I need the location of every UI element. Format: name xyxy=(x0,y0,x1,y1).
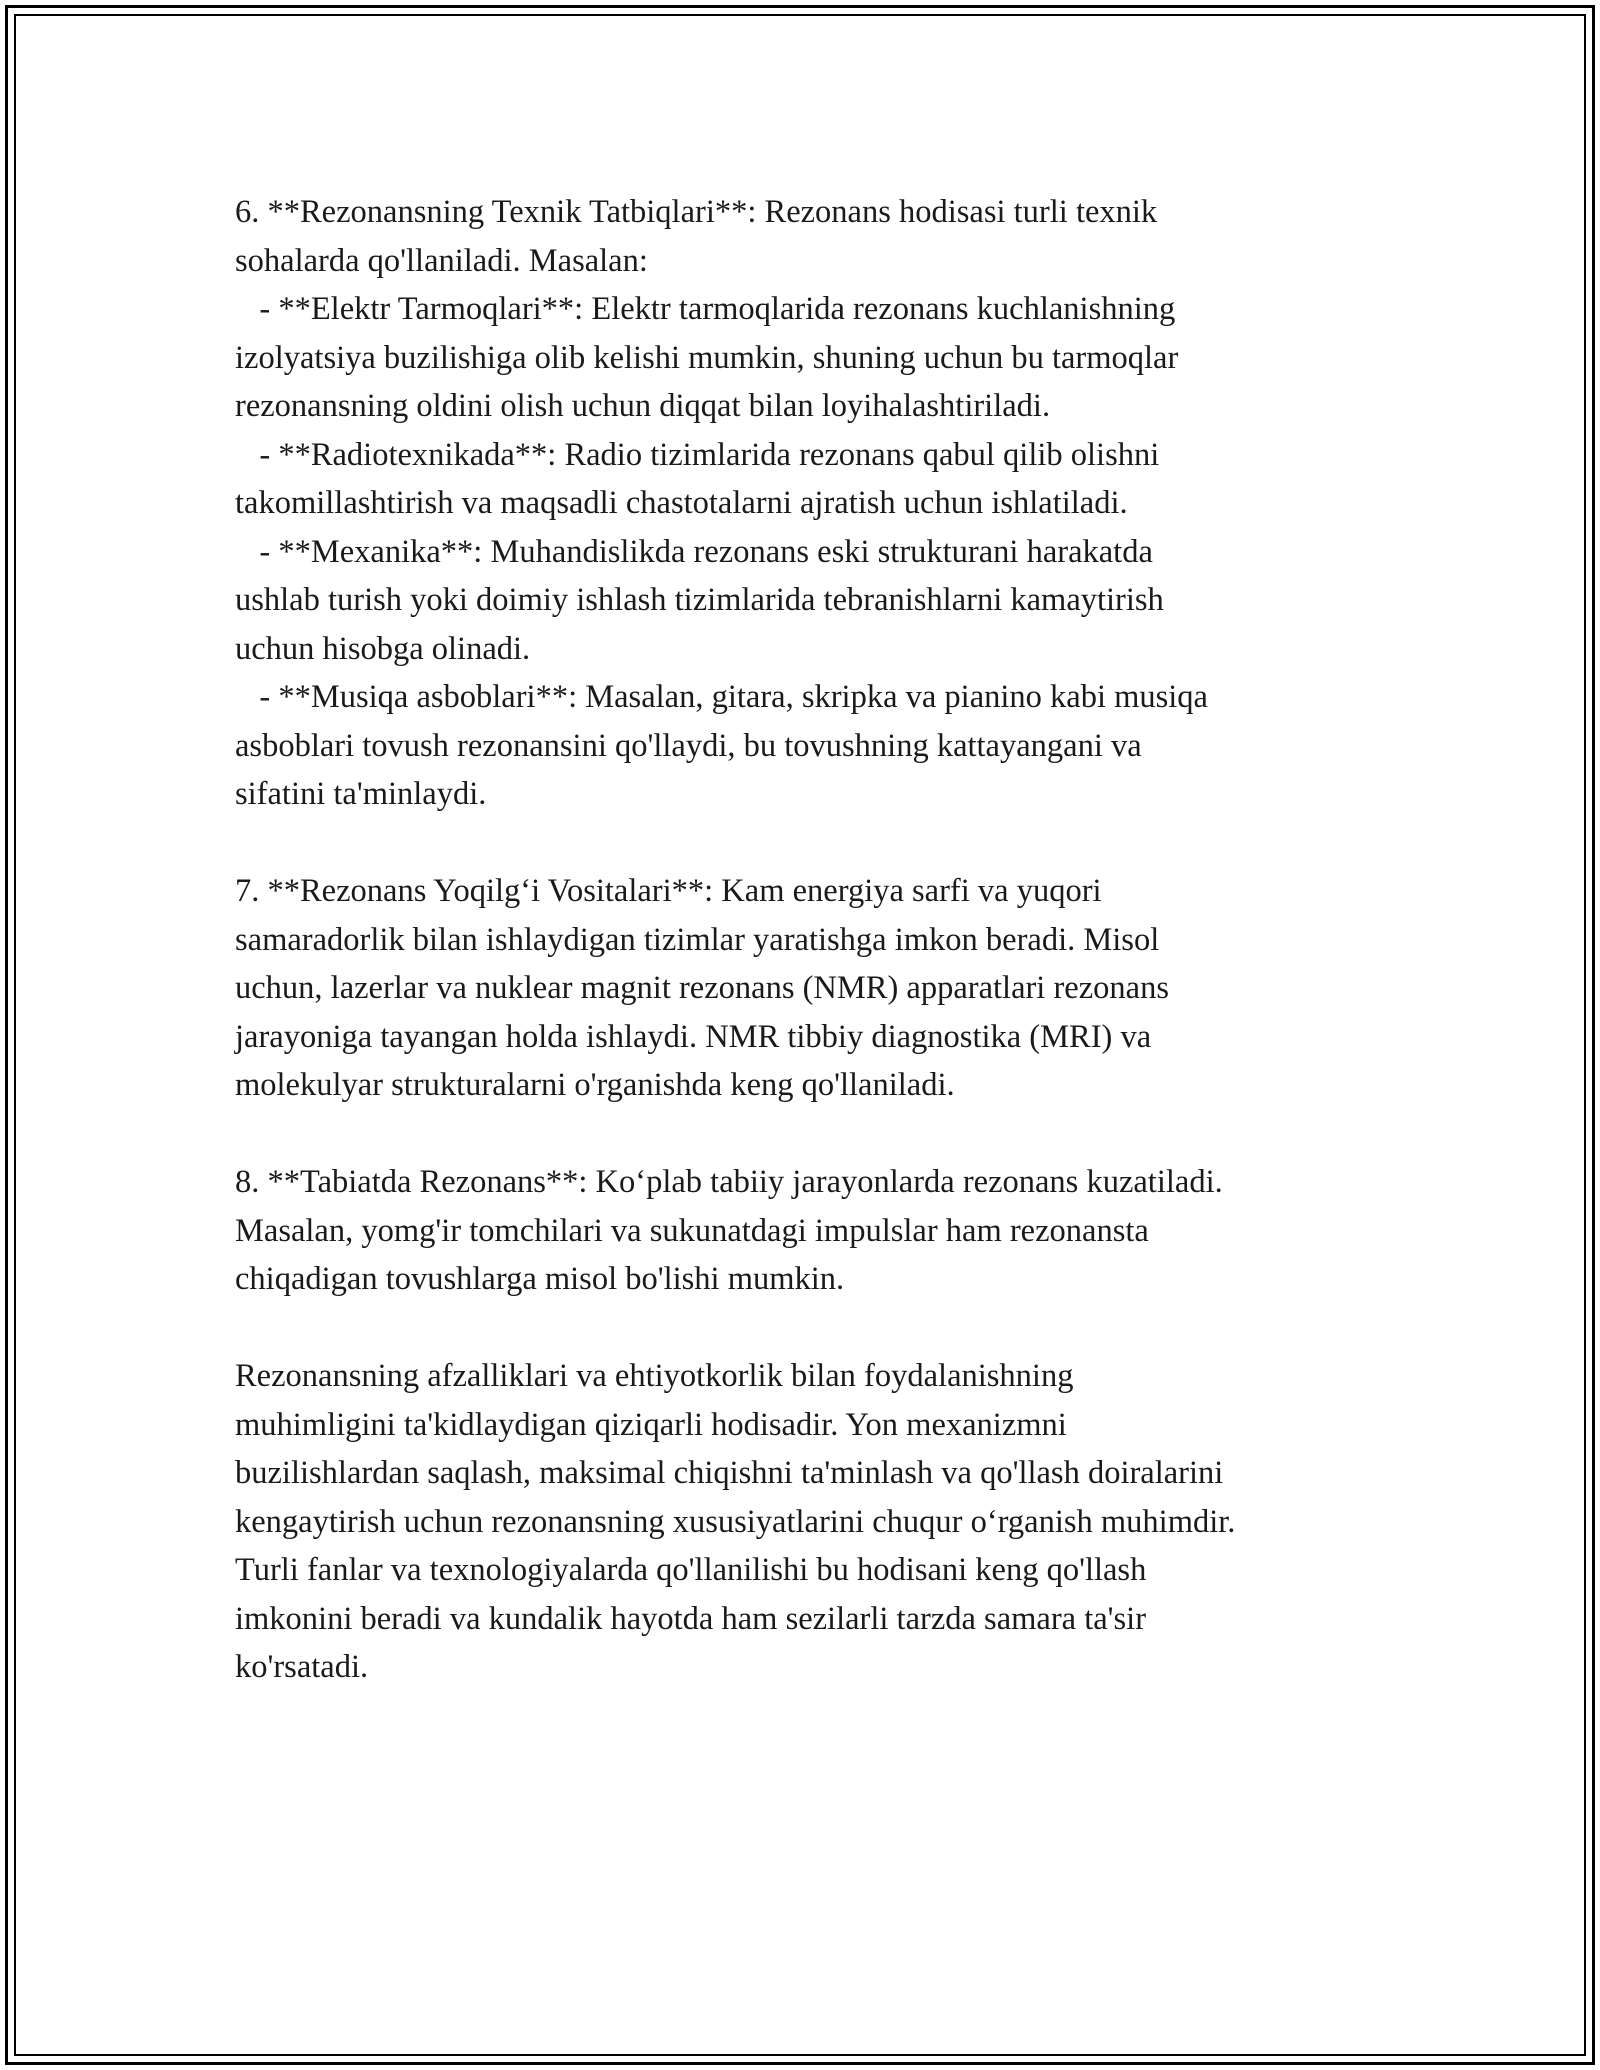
paragraph-gap xyxy=(235,1110,1395,1159)
text-line: uchun hisobga olinadi. xyxy=(235,630,531,667)
text-line: Masalan, yomg'ir tomchilari va sukunatdagi impulslar ham rezonansta xyxy=(235,1212,1149,1249)
text-line: muhimligini ta'kidlaydigan qiziqarli hodisadir. Yon mexanizmni xyxy=(235,1406,1067,1443)
text-line: buzilishlardan saqlash, maksimal chiqishni ta'minlash va qo'llash doiralarini xyxy=(235,1455,1224,1491)
text-line: rezonansning oldini olish uchun diqqat bilan loyihalashtiriladi. xyxy=(235,388,1051,424)
text-line: - **Elektr Tarmoqlari**: Elektr tarmoqlarida rezonans kuchlanishning xyxy=(235,291,1176,327)
text-line: chiqadigan tovushlarga misol bo'lishi mumkin. xyxy=(235,1261,845,1297)
text-line: sifatini ta'minlaydi. xyxy=(235,776,487,812)
text-line: kengaytirish uchun rezonansning xususiyatlarini chuqur o‘rganish muhimdir. xyxy=(235,1503,1236,1540)
text-line: - **Musiqa asboblari**: Masalan, gitara, skripka va pianino kabi musiqa xyxy=(235,679,1208,715)
text-line: imkonini beradi va kundalik hayotda ham sezilarli tarzda samara ta'sir xyxy=(235,1600,1147,1637)
paragraph-gap xyxy=(235,1304,1395,1353)
text-line: - **Mexanika**: Muhandislikda rezonans eski strukturani harakatda xyxy=(235,533,1153,570)
text-line: 7. **Rezonans Yoqilg‘i Vositalari**: Kam energiya sarfi va yuqori xyxy=(235,873,1102,909)
text-line: - **Radiotexnikada**: Radio tizimlarida rezonans qabul qilib olishni xyxy=(235,436,1160,473)
text-line: 6. **Rezonansning Texnik Tatbiqlari**: Rezonans hodisasi turli texnik xyxy=(235,194,1158,230)
text-line: uchun, lazerlar va nuklear magnit rezonans (NMR) apparatlari rezonans xyxy=(235,970,1169,1006)
text-line: Turli fanlar va texnologiyalarda qo'llanilishi bu hodisani keng qo'llash xyxy=(235,1552,1147,1588)
text-line: samaradorlik bilan ishlaydigan tizimlar yaratishga imkon beradi. Misol xyxy=(235,921,1160,958)
text-line: izolyatsiya buzilishiga olib kelishi mumkin, shuning uchun bu tarmoqlar xyxy=(235,339,1179,376)
text-line: ko'rsatadi. xyxy=(235,1649,369,1685)
text-line: jarayoniga tayangan holda ishlaydi. NMR tibbiy diagnostika (MRI) va xyxy=(235,1018,1152,1055)
text-line: ushlab turish yoki doimiy ishlash tizimlarida tebranishlarni kamaytirish xyxy=(235,582,1164,618)
text-line: takomillashtirish va maqsadli chastotalarni ajratish uchun ishlatiladi. xyxy=(235,485,1128,521)
text-line: molekulyar strukturalarni o'rganishda keng qo'llaniladi. xyxy=(235,1067,955,1103)
text-line: Rezonansning afzalliklari va ehtiyotkorlik bilan foydalanishning xyxy=(235,1358,1074,1394)
paragraph-gap xyxy=(235,819,1395,868)
text-line: 8. **Tabiatda Rezonans**: Ko‘plab tabiiy jarayonlarda rezonans kuzatiladi. xyxy=(235,1164,1223,1200)
text-line: sohalarda qo'llaniladi. Masalan: xyxy=(235,242,648,279)
text-line: asboblari tovush rezonansini qo'llaydi, bu tovushning kattayangani va xyxy=(235,727,1142,764)
document-body xyxy=(235,188,1395,1692)
